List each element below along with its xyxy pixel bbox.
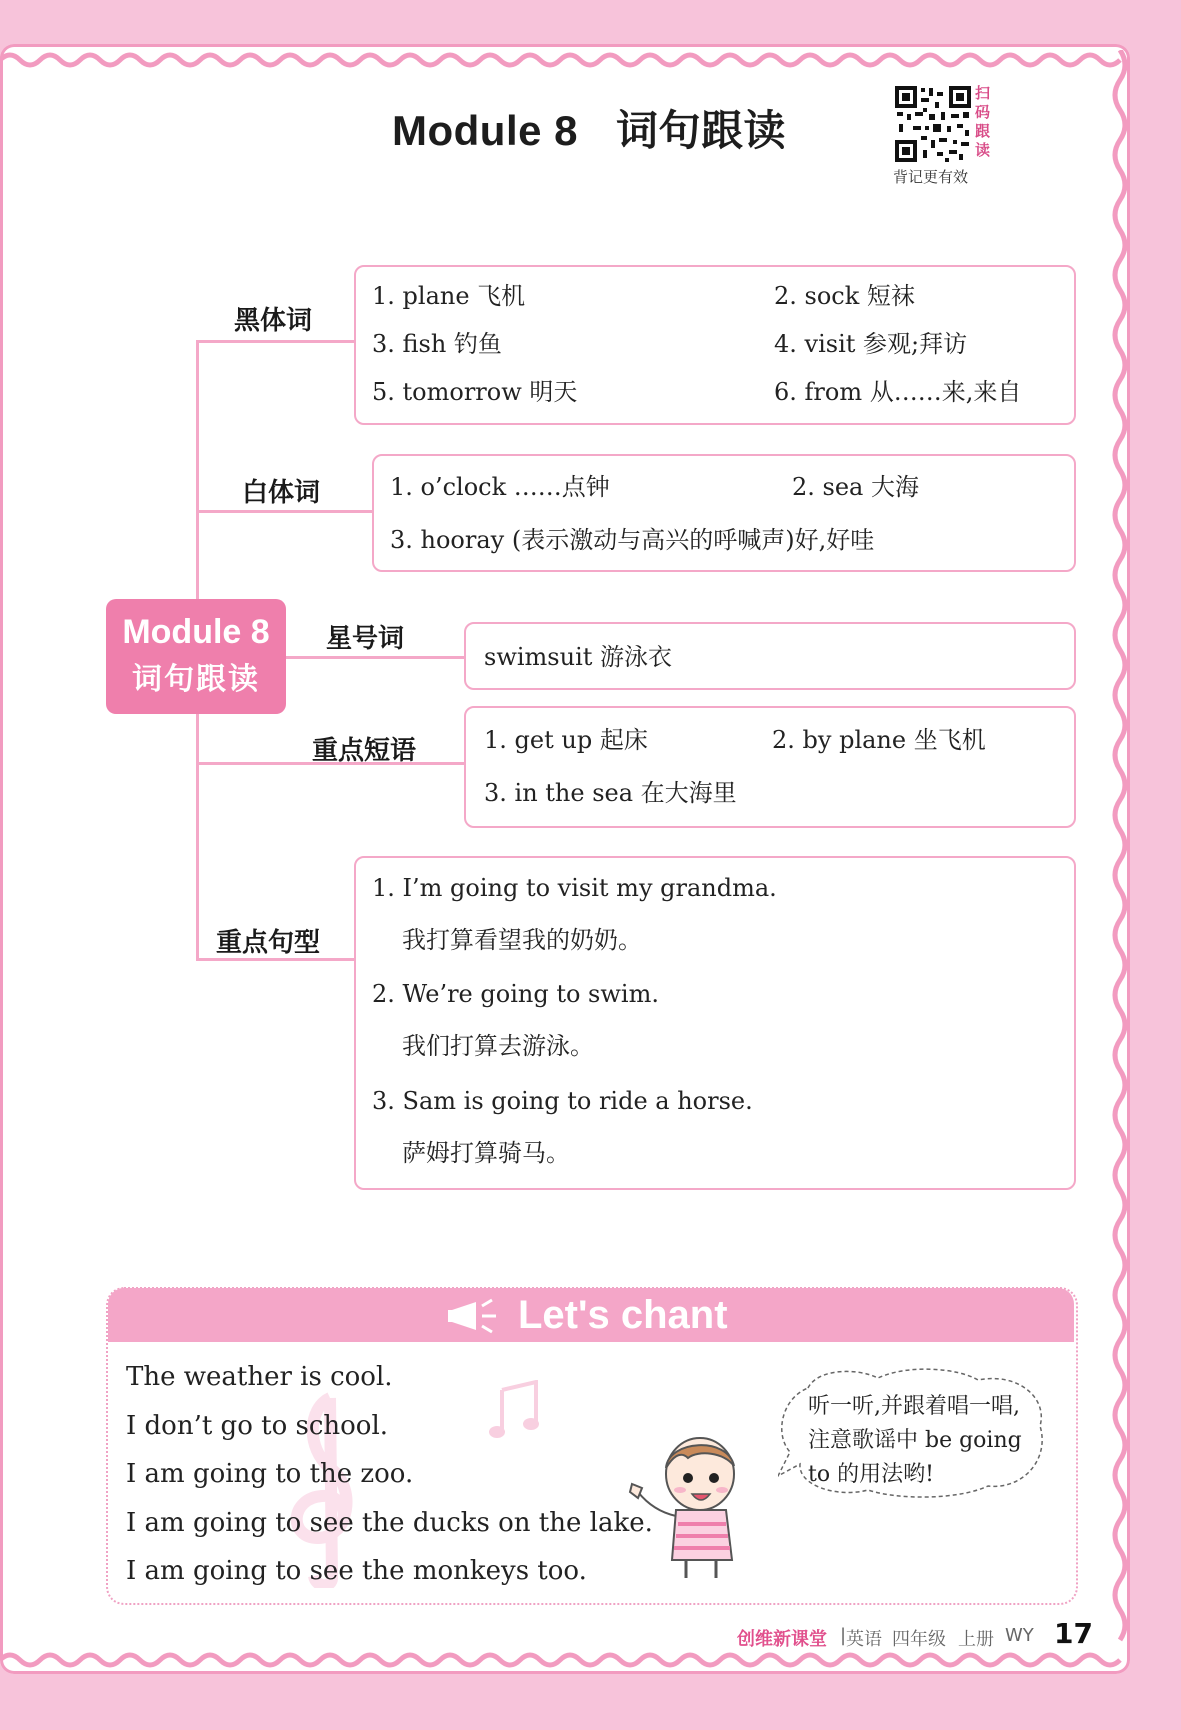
branch-line-plain bbox=[196, 510, 372, 513]
plain-word-item: 3. hooray (表示激动与高兴的呼喊声)好,好哇 bbox=[390, 526, 875, 554]
footer-grade: 四年级 bbox=[892, 1629, 946, 1650]
sentence-en: 2. We’re going to swim. bbox=[372, 980, 659, 1008]
footer-brand: 创维新课堂 bbox=[737, 1629, 827, 1650]
chant-title: Let's chant bbox=[518, 1293, 728, 1337]
chant-line: I am going to see the monkeys too. bbox=[126, 1556, 587, 1586]
plain-word-item: 1. o’clock ……点钟 bbox=[390, 473, 610, 501]
label-key-phrases: 重点短语 bbox=[312, 736, 417, 766]
chant-line: I am going to the zoo. bbox=[126, 1459, 414, 1489]
star-word-item: swimsuit 游泳衣 bbox=[484, 643, 673, 671]
footer-divider: | bbox=[840, 1625, 847, 1646]
bottom-wave-border bbox=[0, 1640, 1181, 1680]
bold-word-item: 6. from 从……来,来自 bbox=[774, 378, 1022, 406]
chant-line: The weather is cool. bbox=[126, 1362, 393, 1392]
branch-line-star bbox=[286, 656, 464, 659]
page-number: 17 bbox=[1054, 1617, 1093, 1650]
qr-caption: 背记更有效 bbox=[893, 168, 969, 186]
branch-line-bold bbox=[196, 340, 354, 343]
music-note-icon bbox=[488, 1380, 544, 1442]
qr-code-icon[interactable] bbox=[893, 84, 973, 164]
speech-bubble-text: 听一听,并跟着唱一唱,注意歌谣中 be going to 的用法哟! bbox=[808, 1394, 1022, 1487]
cartoon-boy-illustration bbox=[628, 1432, 758, 1582]
sentence-cn: 我打算看望我的奶奶。 bbox=[402, 926, 642, 954]
bold-word-item: 4. visit 参观;拜访 bbox=[774, 330, 968, 358]
key-phrase-item: 3. in the sea 在大海里 bbox=[484, 779, 737, 807]
bold-word-item: 5. tomorrow 明天 bbox=[372, 378, 578, 406]
center-node-line1: Module 8 bbox=[122, 613, 270, 651]
qr-side-text: 扫码跟读 bbox=[975, 84, 991, 159]
chant-line: I am going to see the ducks on the lake. bbox=[126, 1508, 653, 1538]
footer-volume: 上册 bbox=[958, 1629, 994, 1650]
bold-word-item: 2. sock 短袜 bbox=[774, 282, 915, 310]
right-wave-border bbox=[1100, 50, 1140, 1650]
title-cn: 词句跟读 bbox=[616, 107, 787, 154]
page-title bbox=[392, 98, 786, 158]
plain-word-item: 2. sea 大海 bbox=[792, 473, 919, 501]
sentence-en: 3. Sam is going to ride a horse. bbox=[372, 1087, 753, 1115]
center-node-line2: 词句跟读 bbox=[132, 662, 260, 697]
sentence-en: 1. I’m going to visit my grandma. bbox=[372, 874, 777, 902]
key-phrase-item: 2. by plane 坐飞机 bbox=[772, 726, 986, 754]
top-wave-border bbox=[0, 40, 1181, 80]
sentence-cn: 我们打算去游泳。 bbox=[402, 1032, 594, 1060]
key-phrase-item: 1. get up 起床 bbox=[484, 726, 648, 754]
chant-line: I don’t go to school. bbox=[126, 1411, 389, 1441]
label-bold-words: 黑体词 bbox=[234, 306, 313, 336]
megaphone-icon bbox=[446, 1296, 504, 1336]
label-plain-words: 白体词 bbox=[242, 478, 321, 508]
label-star-words: 星号词 bbox=[326, 624, 405, 654]
bold-word-item: 3. fish 钓鱼 bbox=[372, 330, 502, 358]
title-en: Module 8 bbox=[392, 107, 579, 154]
footer-subject: 英语 bbox=[846, 1629, 882, 1650]
sentence-cn: 萨姆打算骑马。 bbox=[402, 1139, 570, 1167]
footer-edition: WY bbox=[1005, 1625, 1034, 1646]
bold-word-item: 1. plane 飞机 bbox=[372, 282, 526, 310]
label-key-sentences: 重点句型 bbox=[216, 928, 321, 958]
center-node bbox=[106, 599, 286, 714]
